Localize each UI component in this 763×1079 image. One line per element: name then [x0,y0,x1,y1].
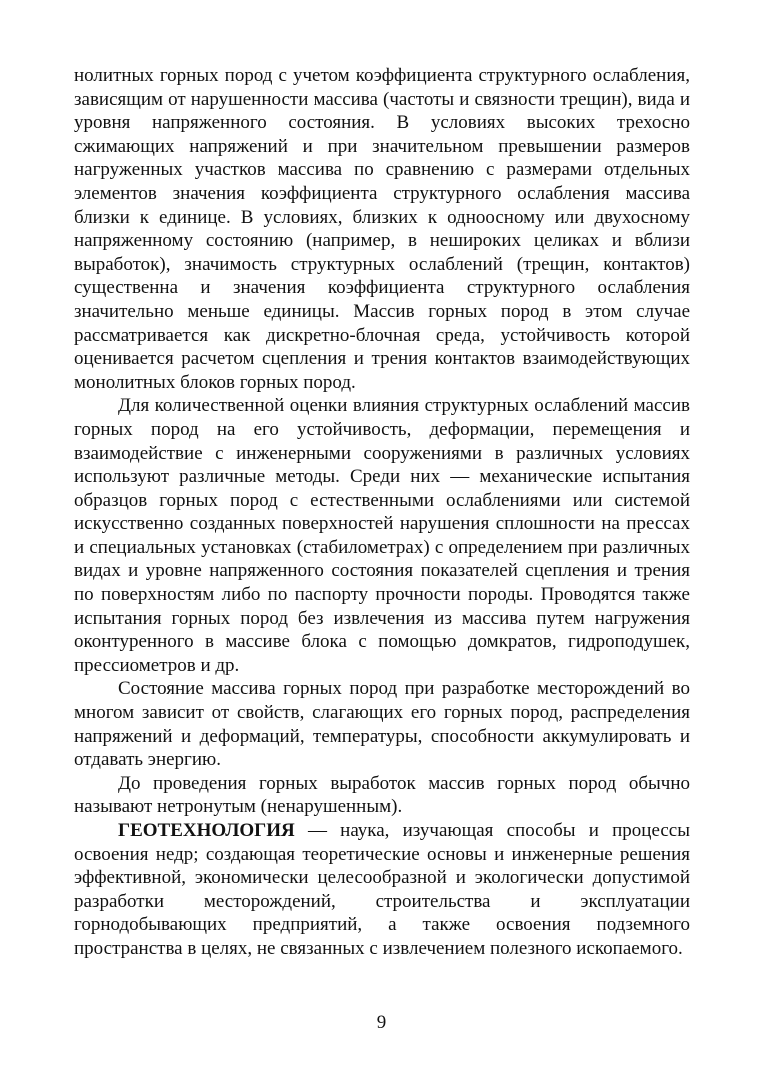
paragraph-massif-state: Состояние массива горных пород при разработке месторождений во многом зависит от свойств, слагающих его горных пород, распределения напряжений и деформаций, температуры, способности аккумулировать и отдавать энергию. [74,678,690,771]
paragraph-untouched-massif: До проведения горных выработок массив горных пород обычно называют нетронутым (ненарушенным). [74,772,690,818]
paragraph-definition [74,819,690,961]
page-number: 9 [376,1012,387,1033]
definition-term: ГЕОТЕХНОЛОГИЯ [118,820,295,841]
document-body [74,64,690,961]
definition-text: — наука, изучающая способы и процессы освоения недр; создающая теоретические основы и инженерные решения эффективной, экономически целесообразной и экологически допустимой разработки месторождений, строительства и эксплуатации горнодобывающих предприятий, а также освоения подземного пространства в целях, не связанных с извлечением полезного ископаемого. [74,820,690,959]
paragraph-methods: Для количественной оценки влияния структурных ослаблений массив горных пород на его устойчивость, деформации, перемещения и взаимодействие с инженерными сооружениями в различных условиях используют различные методы. Среди них — механические испытания образцов горных пород с естественными ослаблениями или системой искусственно созданных поверхностей нарушения сплошности на прессах и специальных установках (стабилометрах) с определением при различных видах и уровне напряженного состояния показателей сцепления и трения по поверхностям либо по паспорту прочности породы. Проводятся также испытания горных пород без извлечения из массива путем нагружения оконтуренного в массиве блока с помощью домкратов, гидроподушек, прессиометров и др. [74,395,690,676]
paragraph-continuation: нолитных горных пород с учетом коэффициента структурного ослабления, зависящим от нарушенности массива (частоты и связности трещин), вида и уровня напряженного состояния. В условиях высоких трехосно сжимающих напряжений и при значительном превышении размеров нагруженных участков массива по сравнению с размерами отдельных элементов значения коэффициента структурного ослабления массива близки к единице. В условиях, близких к одноосному или двухосному напряженному состоянию (например, в неширoких целиках и вблизи выработок), значимость структурных ослаблений (трещин, контактов) существенна и значения коэффициента структурного ослабления значительно меньше единицы. Массив горных пород в этом случае рассматривается как дискретно-блочная среда, устойчивость которой оценивается расчетом сцепления и трения контактов взаимодействующих монолитных блоков горных пород. [74,65,690,393]
